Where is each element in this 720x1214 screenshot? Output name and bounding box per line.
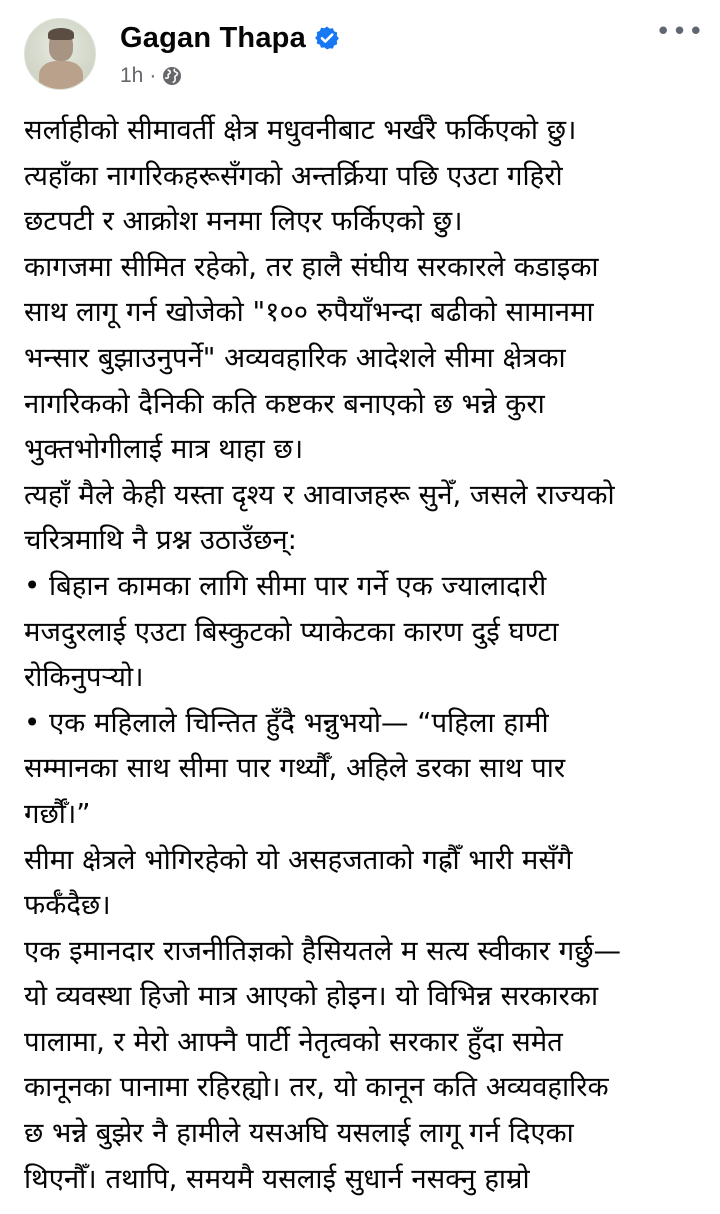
avatar-shirt (39, 61, 83, 90)
avatar-hair (48, 28, 74, 40)
post-line: एक इमानदार राजनीतिज्ञको हैसियतले म सत्य स्वीकार गर्छु— (24, 934, 622, 967)
post-line: त्यहाँ मैले केही यस्ता दृश्य र आवाजहरू सुनेँ, जसले राज्यको (24, 478, 615, 511)
post-line: • बिहान कामका लागि सीमा पार गर्ने एक ज्यालादारी (24, 569, 547, 602)
post-line: भन्सार बुझाउनुपर्ने" अव्यवहारिक आदेशले सीमा क्षेत्रका (24, 341, 566, 374)
post-line: फर्कँदैछ। (24, 889, 111, 922)
more-options-button[interactable] (655, 17, 705, 47)
post-line: त्यहाँका नागरिकहरूसँगको अन्तर्क्रिया पछि एउटा गहिरो (24, 159, 563, 192)
post-body (24, 108, 704, 1202)
post-line: नागरिकको दैनिकी कति कष्टकर बनाएको छ भन्ने कुरा (24, 387, 545, 420)
author-avatar[interactable] (24, 18, 96, 90)
post-line: चरित्रमाथि नै प्रश्न उठाउँछन्: (24, 524, 297, 557)
post-meta (120, 62, 182, 90)
more-options-icon: ••• (655, 17, 705, 47)
post-line: पालामा, र मेरो आफ्नै पार्टी नेतृत्वको सरकार हुँदा समेत (24, 1025, 563, 1058)
globe-icon[interactable] (162, 66, 182, 86)
author-name-row (120, 18, 340, 58)
post-line: गर्छौँ।” (24, 797, 91, 830)
post-line: रोकिनुपर्‍यो। (24, 661, 144, 694)
post-line: भुक्तभोगीलाई मात्र थाहा छ। (24, 433, 304, 466)
post-line: छटपटी र आक्रोश मनमा लिएर फर्किएको छु। (24, 205, 463, 238)
post-line: • एक महिलाले चिन्तित हुँदै भन्नुभयो— “पहिला हामी (24, 706, 549, 739)
post-line: थिएनौँ। तथापि, समयमै यसलाई सुधार्न नसक्नु हाम्रो (24, 1162, 530, 1195)
post-line: सर्लाहीको सीमावर्ती क्षेत्र मधुवनीबाट भर्खरै फर्किएको छु। (24, 114, 577, 146)
author-name[interactable]: Gagan Thapa (120, 21, 306, 54)
verified-badge-icon (314, 25, 340, 51)
post-line: साथ लागू गर्न खोजेको "१०० रुपैयाँभन्दा बढीको सामानमा (24, 296, 594, 329)
post-line: कानूनका पानामा रहिरह्यो। तर, यो कानून कति अव्यवहारिक (24, 1071, 609, 1104)
post-line: कागजमा सीमित रहेको, तर हालै संघीय सरकारले कडाइका (24, 250, 599, 283)
post-line: यो व्यवस्था हिजो मात्र आएको होइन। यो विभिन्न सरकारका (24, 980, 599, 1013)
post-header (0, 0, 720, 110)
meta-separator: · (149, 64, 157, 87)
post-line: छ भन्ने बुझेर नै हामीले यसअघि यसलाई लागू गर्न दिएका (24, 1117, 574, 1150)
post-timestamp[interactable]: 1h (120, 64, 144, 87)
post-line: सीमा क्षेत्रले भोगिरहेको यो असहजताको गह्रौँ भारी मसँगै (24, 843, 573, 876)
post-line: मजदुरलाई एउटा बिस्कुटको प्याकेटका कारण दुई घण्टा (24, 615, 559, 648)
post-line: सम्मानका साथ सीमा पार गर्थ्यौँ, अहिले डरका साथ पार (24, 752, 566, 785)
